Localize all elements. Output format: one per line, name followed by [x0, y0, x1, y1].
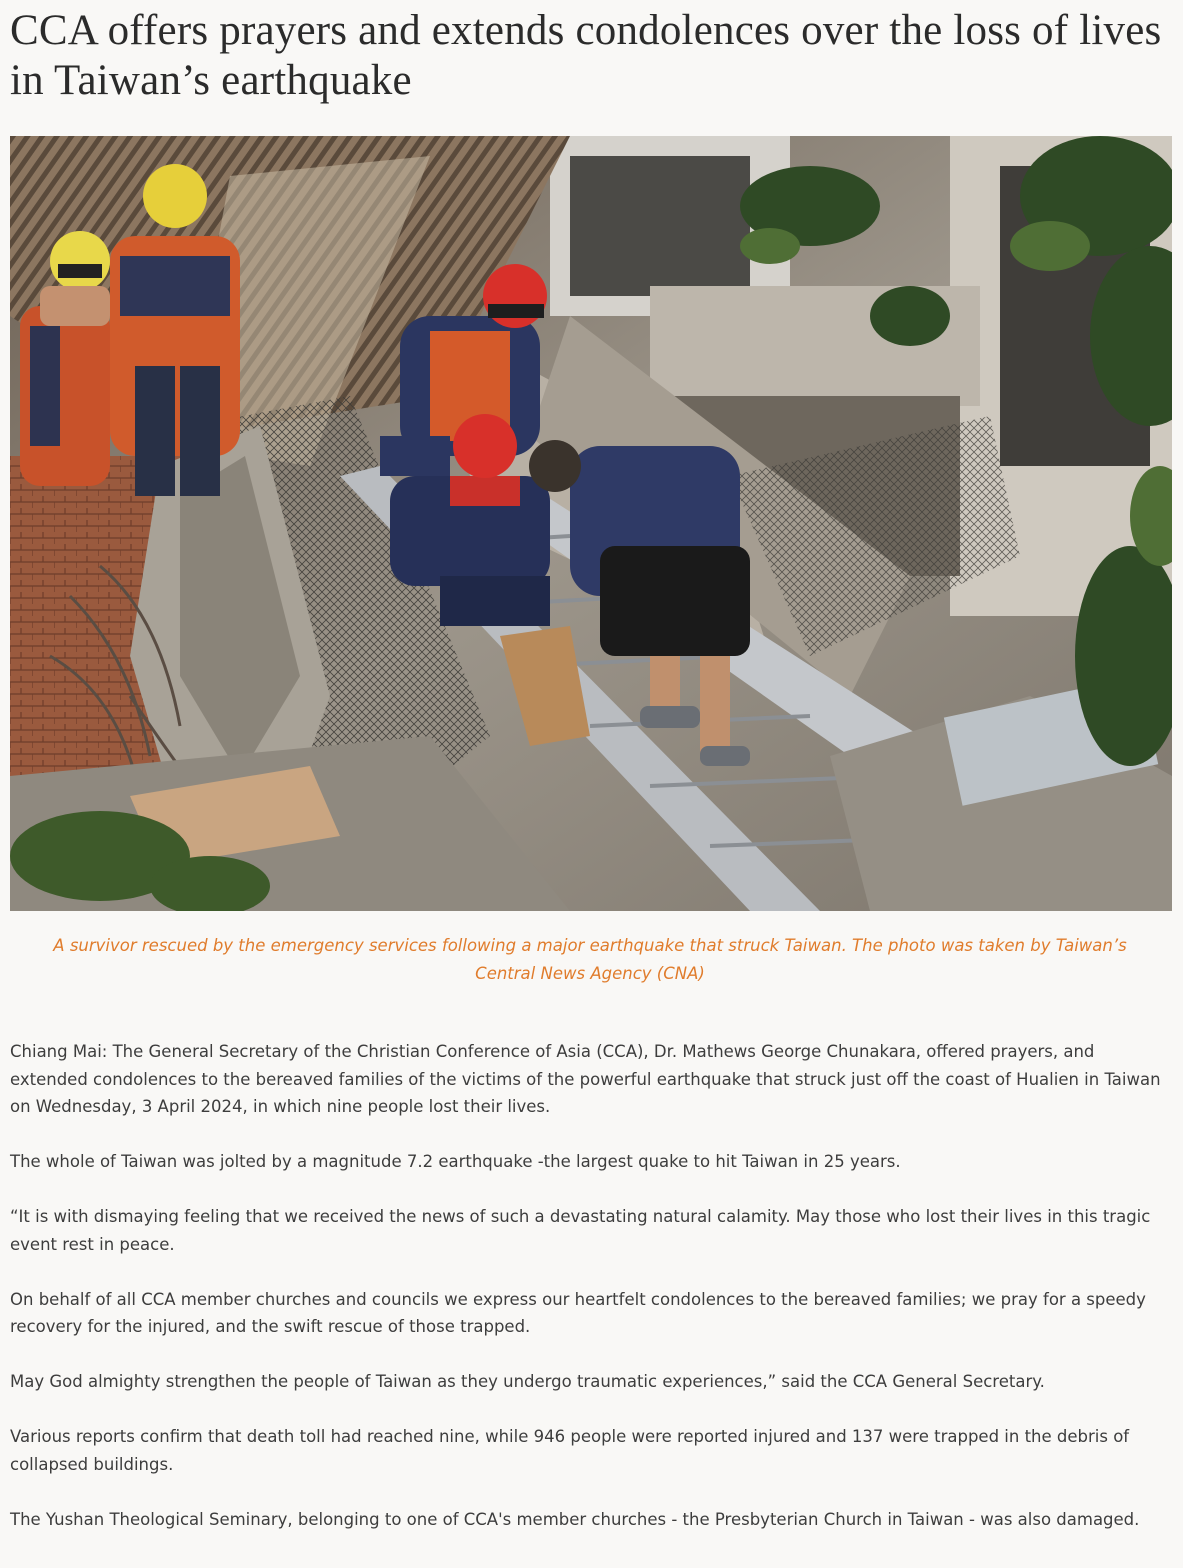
article-photo: [10, 136, 1172, 911]
photo-caption: A survivor rescued by the emergency services following a major earthquake that struck Taiwan. The photo was taken by Taiwan’s Central News Agency (CNA): [53, 936, 1127, 983]
paragraph-magnitude: The whole of Taiwan was jolted by a magnitude 7.2 earthquake -the largest quake to hit Taiwan in 25 years.: [10, 1152, 901, 1171]
rescue-photo-illustration: [10, 136, 1172, 911]
paragraph-reports: Various reports confirm that death toll had reached nine, while 946 people were reported injured and 137 were trapped in the debris of collapsed buildings.: [10, 1427, 1130, 1474]
article-title: CCA offers prayers and extends condolences over the loss of lives in Taiwan’s earthquake: [10, 7, 1162, 104]
paragraph-quote-2: On behalf of all CCA member churches and councils we express our heartfelt condolences to the bereaved families; we pray for a speedy recovery for the injured, and the swift rescue of those trapped.: [10, 1289, 1146, 1336]
paragraph-quote-1: “It is with dismaying feeling that we received the news of such a devastating natural calamity. May those who lost their lives in this tragic event rest in peace.: [10, 1207, 1151, 1254]
paragraph-intro: Chiang Mai: The General Secretary of the Christian Conference of Asia (CCA), Dr. Mathews George Chunakara, offered prayers, and extended condolences to the bereaved families of the victims of the powerful earthquake that struck just off the coast of Hualien in Taiwan on Wednesday, 3 April 2024, in which nine people lost their lives.: [10, 1042, 1161, 1116]
paragraph-seminary: The Yushan Theological Seminary, belonging to one of CCA's member churches - the Presbyterian Church in Taiwan - was also damaged.: [10, 1509, 1140, 1529]
paragraph-quote-3: May God almighty strengthen the people of Taiwan as they undergo traumatic experiences,” said the CCA General Secretary.: [10, 1372, 1045, 1391]
article-body: [10, 1038, 1175, 1561]
